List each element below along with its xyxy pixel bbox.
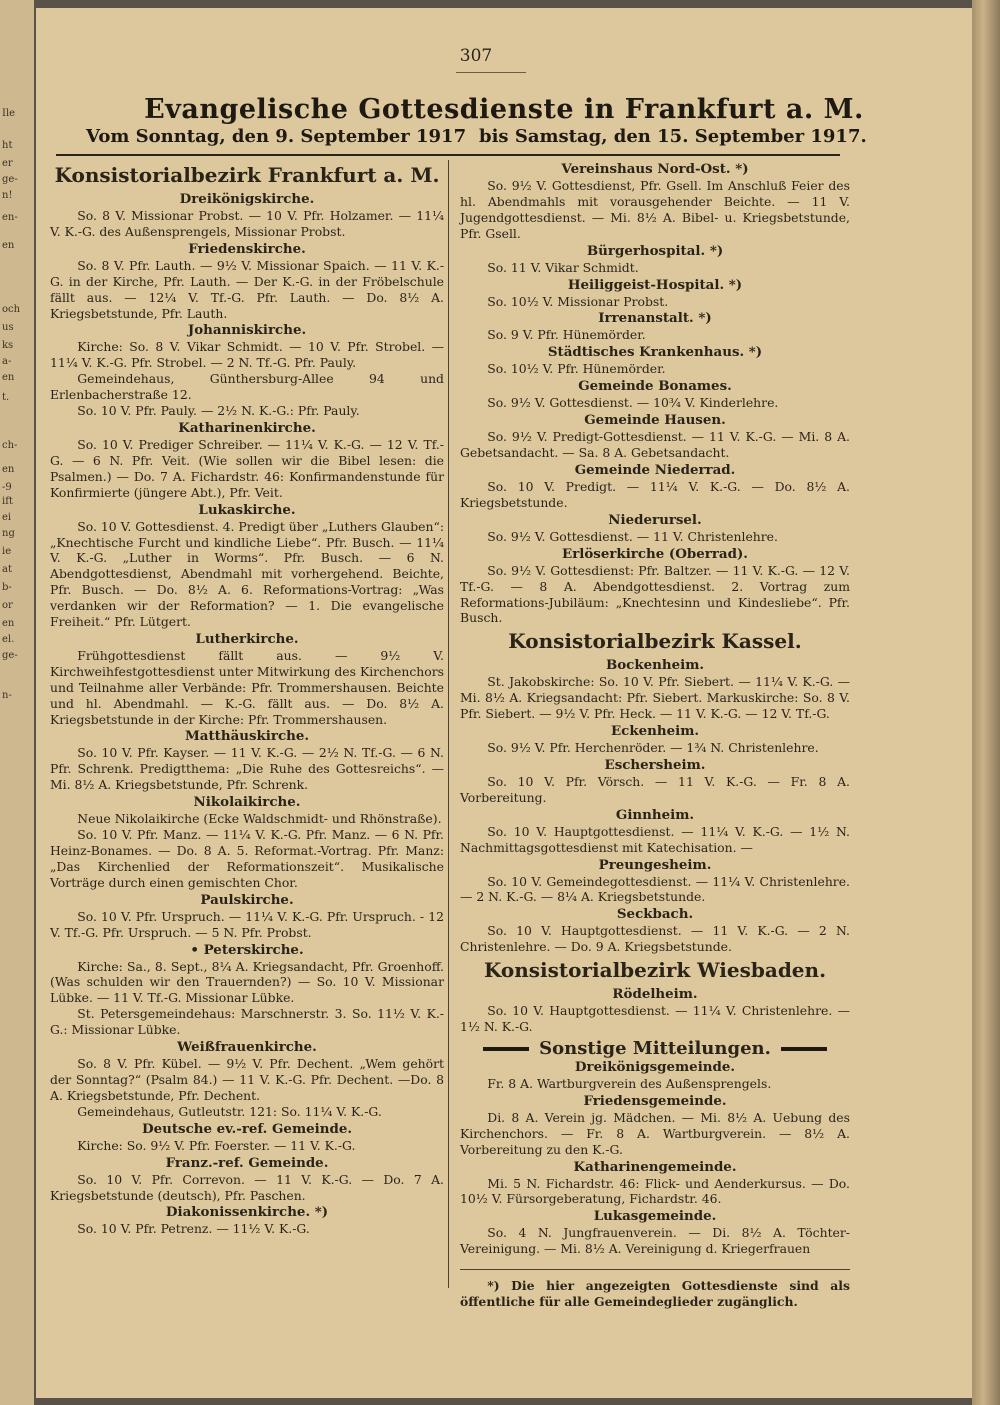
prev-page-fragment: or xyxy=(2,600,13,611)
service-listing: So. 9½ V. Predigt-Gottesdienst. — 11 V. K.-G. — Mi. 8 A. Gebetsandacht. — Sa. 8 A. Gebetsandacht. xyxy=(460,429,850,461)
prev-page-fragment: us xyxy=(2,322,14,333)
prev-page-fragment: ks xyxy=(2,340,14,351)
church-heading: Niederursel. xyxy=(608,511,702,528)
service-listing: Frühgottesdienst fällt aus. — 9½ V. Kirchweihfestgottesdienst unter Mitwirkung des Kirchenchors und Teilnahme aller Verbände: Pfr. Trommershausen. Beichte und hl. Abendmahl. — K.-G. fällt aus. — Do. 8½ A. Kriegsbetstunde in der Kirche: Pfr. Trommershausen. xyxy=(50,647,444,727)
prev-page-fragment: ng xyxy=(2,528,15,539)
service-listing: Gemeindehaus, Günthersburg-Allee 94 und Erlenbacherstraße 12. xyxy=(50,371,444,403)
church-heading: Preungesheim. xyxy=(598,856,712,873)
prev-page-fragment: och xyxy=(2,304,21,315)
service-listing: So. 10 V. Pfr. Vörsch. — 11 V. K.-G. — Fr. 8 A. Vorbereitung. xyxy=(460,773,850,805)
prev-page-fragment: el. xyxy=(2,634,15,645)
previous-page-margin xyxy=(0,0,34,1405)
service-listing: So. 9½ V. Gottesdienst. — 11 V. Christenlehre. xyxy=(487,528,778,544)
prev-page-fragment: ht xyxy=(2,140,13,151)
book-page-edges xyxy=(972,0,1000,1405)
service-listing: So. 10 V. Pfr. Kayser. — 11 V. K.-G. — 2½ N. Tf.-G. — 6 N. Pfr. Schrenk. Predigtthema: „Die Ruhe des Gottesreichs“. — Mi. 8½ A. Kriegsbetstunde, Pfr. Schrenk. xyxy=(50,745,444,793)
prev-page-fragment: ift xyxy=(2,496,13,507)
prev-page-fragment: a- xyxy=(2,356,12,367)
service-listing: So. 9 V. Pfr. Hünemörder. xyxy=(487,327,646,343)
church-heading: Gemeinde Hausen. xyxy=(584,412,726,429)
service-listing: So. 10½ V. Missionar Probst. xyxy=(487,293,669,309)
prev-page-fragment: at xyxy=(2,564,12,575)
church-heading: Friedenskirche. xyxy=(188,240,306,257)
prev-page-fragment: en xyxy=(2,464,15,475)
heading-bar-right xyxy=(781,1047,827,1051)
heading-bar-left xyxy=(483,1047,529,1051)
church-heading: Heiliggeist-Hospital. *) xyxy=(567,276,743,293)
church-heading: Erlöserkirche (Oberrad). xyxy=(562,545,748,562)
prev-page-fragment: en- xyxy=(2,212,18,223)
service-listing: Neue Nikolaikirche (Ecke Waldschmidt- und Rhönstraße). xyxy=(77,811,442,827)
prev-page-fragment: -9 xyxy=(2,482,12,493)
service-listing: So. 10 V. Gemeindegottesdienst. — 11¼ V. Christenlehre. — 2 N. K.-G. — 8¼ A. Kriegsbetstunde. xyxy=(460,873,850,905)
church-heading: Irrenanstalt. *) xyxy=(598,310,712,327)
service-listing: So. 10½ V. Pfr. Hünemörder. xyxy=(487,361,666,377)
service-listing: So. 10 V. Prediger Schreiber. — 11¼ V. K.-G. — 12 V. Tf.-G. — 6 N. Pfr. Veit. (Wie sollen wir die Bibel lesen: die Psalmen.) — Do. 7 A. Fichardstr. 46: Konfirmandenstunde für Konfirmierte (jüngere Abt.), Pfr. Veit. xyxy=(50,436,444,500)
section-heading-sonstige xyxy=(460,1038,850,1059)
left-column xyxy=(50,160,444,1237)
church-heading: Weißfrauenkirche. xyxy=(177,1039,317,1056)
church-heading: Ginnheim. xyxy=(615,806,695,823)
church-heading: Lukaskirche. xyxy=(198,501,296,518)
service-listing: Gemeindehaus, Gutleutstr. 121: So. 11¼ V. K.-G. xyxy=(77,1103,382,1119)
church-heading: Nikolaikirche. xyxy=(193,794,301,811)
service-listing: So. 9½ V. Gottesdienst. — 10¾ V. Kinderlehre. xyxy=(487,395,779,411)
page-number-rule xyxy=(456,72,526,73)
district-heading: Konsistorialbezirk Kassel. xyxy=(508,629,802,654)
service-listing: Di. 8 A. Verein jg. Mädchen. — Mi. 8½ A. Uebung des Kirchenchors. — Fr. 8 A. Wartburgverein. — 8½ A. Vorbereitung zu den K.-G. xyxy=(460,1109,850,1157)
service-listing: So. 11 V. Vikar Schmidt. xyxy=(487,259,639,275)
service-listing: So. 10 V. Hauptgottesdienst. — 11 V. K.-G. — 2 N. Christenlehre. — Do. 9 A. Kriegsbetstunde. xyxy=(460,923,850,955)
service-listing: So. 8 V. Pfr. Lauth. — 9½ V. Missionar Spaich. — 11 V. K.-G. in der Kirche, Pfr. Lauth. — Der K.-G. in der Fröbelschule fällt aus. — 12¼ V. Tf.-G. Pfr. Lauth. — Do. 8½ A. Kriegsbetstunde, Pfr. Lauth. xyxy=(50,257,444,321)
church-heading: Eckenheim. xyxy=(610,723,700,740)
district-heading: Konsistorialbezirk Wiesbaden. xyxy=(483,958,827,983)
service-listing: So. 10 V. Hauptgottesdienst. — 11¼ V. Christenlehre. — 1½ N. K.-G. xyxy=(460,1003,850,1035)
service-listing: So. 10 V. Pfr. Petrenz. — 11½ V. K.-G. xyxy=(77,1221,310,1237)
service-listing: So. 9½ V. Gottesdienst, Pfr. Gsell. Im Anschluß Feier des hl. Abendmahls mit vorausgehender Beichte. — 11 V. Jugendgottesdienst. — Mi. 8½ A. Bibel- u. Kriegsbetstunde, Pfr. Gsell. xyxy=(460,178,850,241)
prev-page-fragment: n- xyxy=(2,690,12,701)
section-heading-text: Sonstige Mitteilungen. xyxy=(539,1038,771,1059)
church-heading: Paulskirche. xyxy=(200,891,294,908)
service-listing: So. 8 V. Pfr. Kübel. — 9½ V. Pfr. Dechent. „Wem gehört der Sonntag?“ (Psalm 84.) — 11 V. K.-G. Pfr. Dechent. —Do. 8 A. Kriegsbetstunde, Pfr. Dechent. xyxy=(50,1056,444,1103)
footnote: *) Die hier angezeigten Gottesdienste sind als öffentliche für alle Gemeindeglieder zugänglich. xyxy=(460,1278,850,1310)
service-listing: So. 9½ V. Pfr. Herchenröder. — 1¾ N. Christenlehre. xyxy=(487,740,819,756)
church-heading: Dreikönigskirche. xyxy=(179,191,315,207)
church-heading: Lutherkirche. xyxy=(195,630,299,647)
church-heading: Eschersheim. xyxy=(604,756,706,773)
footnote-rule xyxy=(460,1269,850,1270)
church-heading: Rödelheim. xyxy=(612,986,698,1003)
column-divider xyxy=(448,160,449,1288)
church-heading: Johanniskirche. xyxy=(187,322,307,339)
service-listing: So. 10 V. Gottesdienst. 4. Predigt über „Luthers Glauben“: „Knechtische Furcht und kindliche Liebe“. Pfr. Busch. — 11¼ V. K.-G. „Luther in Worms“. Pfr. Busch. — 6 N. Abendgottesdienst, Abendmahl mit vorhergehend. Beichte, Pfr. Busch. — Do. 8½ A. 6. Reformations-Vortrag: „Was verdanken wir der Reformation? — 1. Die evangelische Freiheit.“ Pfr. Lütgert. xyxy=(50,518,444,630)
newspaper-page xyxy=(36,8,972,1398)
service-listing: St. Petersgemeindehaus: Marschnerstr. 3. So. 11½ V. K.-G.: Missionar Lübke. xyxy=(50,1006,444,1038)
church-heading: Lukasgemeinde. xyxy=(593,1208,717,1225)
prev-page-fragment: Ile xyxy=(2,108,16,119)
church-heading: Gemeinde Bonames. xyxy=(578,378,732,395)
service-listing: So. 4 N. Jungfrauenverein. — Di. 8½ A. Töchter-Vereinigung. — Mi. 8½ A. Vereinigung d. Kriegerfrauen xyxy=(460,1225,850,1257)
prev-page-fragment: ch- xyxy=(2,440,18,451)
prev-page-fragment: ge- xyxy=(2,650,18,661)
service-listing: Kirche: So. 9½ V. Pfr. Foerster. — 11 V. K.-G. xyxy=(77,1137,356,1153)
prev-page-fragment: n! xyxy=(2,190,13,201)
service-listing: So. 10 V. Pfr. Manz. — 11¼ V. K.-G. Pfr. Manz. — 6 N. Pfr. Heinz-Bonames. — Do. 8 A. 5. Reformat.-Vortrag. Pfr. Manz: „Das Kirchenlied der Reformationszeit“. Musikalische Vorträge durch einen gemischten Chor. xyxy=(50,827,444,890)
prev-page-fragment: en xyxy=(2,372,15,383)
date-range-to: bis Samstag, den 15. September 1917. xyxy=(479,126,867,147)
church-heading: Deutsche ev.-ref. Gemeinde. xyxy=(141,1120,353,1137)
right-column xyxy=(460,160,850,1310)
prev-page-fragment: ie xyxy=(2,546,12,557)
church-heading: Katharinenkirche. xyxy=(178,419,316,436)
prev-page-fragment: ei xyxy=(2,512,12,523)
prev-page-fragment: er xyxy=(2,158,13,169)
church-heading: Bürgerhospital. *) xyxy=(586,242,724,259)
service-listing: St. Jakobskirche: So. 10 V. Pfr. Siebert. — 11¼ V. K.-G. — Mi. 8½ A. Kriegsandacht: Pfr. Siebert. Markuskirche: So. 8 V. Pfr. Siebert. — 9½ V. Pfr. Heck. — 11 V. K.-G. — 12 V. Tf.-G. xyxy=(460,674,850,722)
service-listing: Kirche: So. 8 V. Vikar Schmidt. — 10 V. Pfr. Strobel. — 11¼ V. K.-G. Pfr. Strobel. — 2 N. Tf.-G. Pfr. Pauly. xyxy=(50,339,444,371)
prev-page-fragment: ge- xyxy=(2,174,18,185)
church-heading: Vereinshaus Nord-Ost. *) xyxy=(561,161,749,177)
date-range-from: Vom Sonntag, den 9. September 1917 xyxy=(86,126,467,147)
service-listing: Mi. 5 N. Fichardstr. 46: Flick- und Aenderkursus. — Do. 10½ V. Fürsorgeberatung, Fichardstr. 46. xyxy=(460,1175,850,1207)
service-listing: So. 8 V. Missionar Probst. — 10 V. Pfr. Holzamer. — 11¼ V. K.-G. des Außensprengels, Missionar Probst. xyxy=(50,208,444,239)
church-heading: Matthäuskirche. xyxy=(184,728,310,745)
service-listing: So. 9½ V. Gottesdienst: Pfr. Baltzer. — 11 V. K.-G. — 12 V. Tf.-G. — 8 A. Abendgottesdienst. 2. Vortrag zum Reformations-Jubiläum: „Knechtesinn und Kindesliebe“. Pfr. Busch. xyxy=(460,562,850,626)
service-listing: Fr. 8 A. Wartburgverein des Außensprengels. xyxy=(487,1075,772,1091)
district-heading: Konsistorialbezirk Frankfurt a. M. xyxy=(54,163,440,187)
church-heading: Bockenheim. xyxy=(605,657,705,674)
service-listing: Kirche: Sa., 8. Sept., 8¼ A. Kriegsandacht, Pfr. Groenhoff. (Was schulden wir den Trauernden?) — So. 10 V. Missionar Lübke. — 11 V. Tf.-G. Missionar Lübke. xyxy=(50,958,444,1006)
service-listing: So. 10 V. Pfr. Correvon. — 11 V. K.-G. — Do. 7 A. Kriegsbetstunde (deutsch), Pfr. Paschen. xyxy=(50,1171,444,1203)
church-heading: Städtisches Krankenhaus. *) xyxy=(547,344,763,361)
church-heading: Katharinengemeinde. xyxy=(573,1158,737,1175)
prev-page-fragment: b- xyxy=(2,582,12,593)
church-heading: • Peterskirche. xyxy=(190,941,304,958)
prev-page-fragment: en xyxy=(2,618,15,629)
prev-page-fragment: t. xyxy=(2,392,10,403)
church-heading: Gemeinde Niederrad. xyxy=(574,461,736,478)
church-heading: Diakonissenkirche. *) xyxy=(165,1204,329,1221)
service-listing: So. 10 V. Predigt. — 11¼ V. K.-G. — Do. 8½ A. Kriegsbetstunde. xyxy=(460,478,850,510)
church-heading: Friedensgemeinde. xyxy=(583,1092,727,1109)
service-listing: So. 10 V. Pfr. Pauly. — 2½ N. K.-G.: Pfr. Pauly. xyxy=(77,403,360,419)
header-rule xyxy=(56,154,840,156)
page-title: Evangelische Gottesdienste in Frankfurt a. M. xyxy=(144,94,864,125)
prev-page-fragment: en xyxy=(2,240,15,251)
church-heading: Dreikönigsgemeinde. xyxy=(574,1058,736,1075)
church-heading: Franz.-ref. Gemeinde. xyxy=(165,1154,329,1171)
page-number: 307 xyxy=(459,46,493,66)
church-heading: Seckbach. xyxy=(616,906,694,923)
service-listing: So. 10 V. Hauptgottesdienst. — 11¼ V. K.-G. — 1½ N. Nachmittagsgottesdienst mit Katechisation. — xyxy=(460,823,850,855)
service-listing: So. 10 V. Pfr. Urspruch. — 11¼ V. K.-G. Pfr. Urspruch. - 12 V. Tf.-G. Pfr. Urspruch. — 5 N. Pfr. Probst. xyxy=(50,908,444,940)
